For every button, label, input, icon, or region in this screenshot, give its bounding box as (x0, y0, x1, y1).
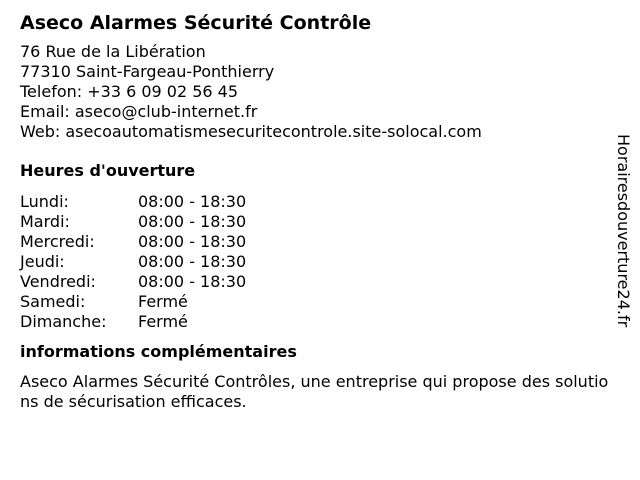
day-label: Lundi: (20, 192, 69, 211)
business-description: Aseco Alarmes Sécurité Contrôles, une entreprise qui propose des solutions de sécurisation efficaces. (20, 372, 609, 411)
day-label: Samedi: (20, 292, 86, 311)
phone-line: Telefon: +33 6 09 02 56 45 (20, 82, 239, 101)
day-hours: Fermé (138, 312, 188, 331)
hours-row (20, 192, 246, 212)
day-label: Vendredi: (20, 272, 96, 291)
day-hours: 08:00 - 18:30 (138, 232, 247, 251)
business-name: Aseco Alarmes Sécurité Contrôle (20, 12, 372, 34)
hours-row (20, 252, 246, 272)
web-line: Web: asecoautomatismesecuritecontrole.site-solocal.com (20, 122, 482, 141)
day-hours: 08:00 - 18:30 (138, 252, 247, 271)
hours-row (20, 312, 246, 332)
business-card (20, 10, 610, 412)
day-hours: Fermé (138, 292, 188, 311)
additional-info-heading: informations complémentaires (20, 342, 297, 361)
hours-row (20, 272, 246, 292)
opening-hours-table (20, 192, 246, 332)
hours-row (20, 232, 246, 252)
day-hours: 08:00 - 18:30 (138, 272, 247, 291)
address-street: 76 Rue de la Libération (20, 42, 206, 61)
site-watermark: Horairesdouverture24.fr (614, 134, 633, 328)
day-label: Mardi: (20, 212, 70, 231)
email-line: Email: aseco@club-internet.fr (20, 102, 258, 121)
day-label: Jeudi: (20, 252, 65, 271)
day-hours: 08:00 - 18:30 (138, 192, 247, 211)
hours-row (20, 292, 246, 312)
day-hours: 08:00 - 18:30 (138, 212, 247, 231)
hours-row (20, 212, 246, 232)
address-city: 77310 Saint-Fargeau-Ponthierry (20, 62, 275, 81)
day-label: Mercredi: (20, 232, 95, 251)
day-label: Dimanche: (20, 312, 107, 331)
opening-hours-heading: Heures d'ouverture (20, 161, 196, 180)
contact-block (20, 42, 610, 142)
